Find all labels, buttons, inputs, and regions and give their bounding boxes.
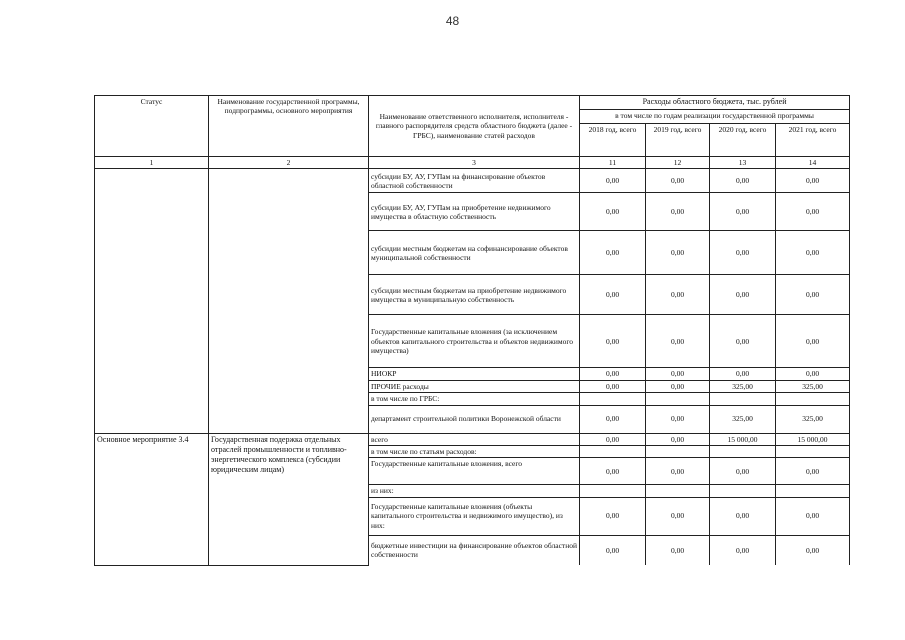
value-2019: 0,00 <box>646 169 710 193</box>
value-2019: 0,00 <box>646 405 710 433</box>
value-2021: 0,00 <box>776 315 850 368</box>
index-cell: 11 <box>580 157 646 169</box>
row-item: субсидии местным бюджетам на софинансирование объектов муниципальной собственности <box>369 231 580 275</box>
row-item: бюджетные инвестиции на финансирование объектов областной собственности <box>369 535 580 565</box>
value-2018 <box>580 485 646 497</box>
value-2018 <box>580 393 646 405</box>
value-2019: 0,00 <box>646 231 710 275</box>
value-2018: 0,00 <box>580 169 646 193</box>
row-item: в том числе по статьям расходов: <box>369 445 580 457</box>
header-year-2021: 2021 год, всего <box>776 124 850 157</box>
value-2021: 0,00 <box>776 231 850 275</box>
value-2019: 0,00 <box>646 535 710 565</box>
table-row <box>95 169 850 193</box>
row-item: субсидии БУ, АУ, ГУПам на приобретение недвижимого имущества в областную собственность <box>369 193 580 231</box>
table-row <box>95 433 850 445</box>
value-2018: 0,00 <box>580 458 646 485</box>
value-2020: 0,00 <box>710 275 776 315</box>
index-cell: 14 <box>776 157 850 169</box>
index-cell: 13 <box>710 157 776 169</box>
value-2018 <box>580 445 646 457</box>
value-2019: 0,00 <box>646 380 710 392</box>
header-by-years: в том числе по годам реализации государственной программы <box>580 110 850 124</box>
value-2020: 0,00 <box>710 458 776 485</box>
header-year-2019: 2019 год, всего <box>646 124 710 157</box>
value-2020: 325,00 <box>710 405 776 433</box>
index-cell: 2 <box>209 157 369 169</box>
value-2021 <box>776 445 850 457</box>
value-2020: 0,00 <box>710 193 776 231</box>
value-2020: 0,00 <box>710 315 776 368</box>
row-item: ПРОЧИЕ расходы <box>369 380 580 392</box>
value-2018: 0,00 <box>580 193 646 231</box>
value-2020: 325,00 <box>710 380 776 392</box>
value-2020: 15 000,00 <box>710 433 776 445</box>
value-2018: 0,00 <box>580 315 646 368</box>
row-item: департамент строительной политики Воронежской области <box>369 405 580 433</box>
value-2018: 0,00 <box>580 497 646 535</box>
header-program-name: Наименование государственной программы, подпрограммы, основного мероприятия <box>209 96 369 157</box>
header-executor: Наименование ответственного исполнителя, исполнителя - главного распорядителя средств областного бюджета (далее - ГРБС), наименование статей расходов <box>369 96 580 157</box>
header-expenses: Расходы областного бюджета, тыс. рублей <box>580 96 850 110</box>
value-2021: 0,00 <box>776 169 850 193</box>
value-2018: 0,00 <box>580 368 646 380</box>
header-year-2018: 2018 год, всего <box>580 124 646 157</box>
program-cell-empty <box>209 169 369 433</box>
value-2021 <box>776 485 850 497</box>
index-cell: 1 <box>95 157 209 169</box>
value-2018: 0,00 <box>580 433 646 445</box>
event-name: Государственная подержка отдельных отраслей промышленности и топливно-энергетического комплекса (субсидии юридическим лицам) <box>209 433 369 565</box>
value-2019: 0,00 <box>646 433 710 445</box>
value-2021: 0,00 <box>776 368 850 380</box>
value-2021: 0,00 <box>776 275 850 315</box>
row-item: НИОКР <box>369 368 580 380</box>
row-item: всего <box>369 433 580 445</box>
value-2020: 0,00 <box>710 497 776 535</box>
value-2019: 0,00 <box>646 458 710 485</box>
value-2019: 0,00 <box>646 315 710 368</box>
value-2018: 0,00 <box>580 380 646 392</box>
value-2018: 0,00 <box>580 231 646 275</box>
row-item: Государственные капитальные вложения (объекты капитального строительства и недвижимого имущество), из них: <box>369 497 580 535</box>
value-2021: 0,00 <box>776 193 850 231</box>
value-2019: 0,00 <box>646 368 710 380</box>
value-2021: 0,00 <box>776 535 850 565</box>
row-item: в том числе по ГРБС: <box>369 393 580 405</box>
value-2021: 325,00 <box>776 380 850 392</box>
header-year-2020: 2020 год, всего <box>710 124 776 157</box>
value-2020: 0,00 <box>710 231 776 275</box>
index-cell: 3 <box>369 157 580 169</box>
index-cell: 12 <box>646 157 710 169</box>
row-item: Государственные капитальные вложения (за исключением объектов капитального строительства и объектов недвижимого имущества) <box>369 315 580 368</box>
value-2018: 0,00 <box>580 275 646 315</box>
value-2021: 325,00 <box>776 405 850 433</box>
value-2019: 0,00 <box>646 275 710 315</box>
value-2019: 0,00 <box>646 193 710 231</box>
value-2020 <box>710 485 776 497</box>
row-item: Государственные капитальные вложения, всего <box>369 458 580 485</box>
row-item: субсидии местным бюджетам на приобретение недвижимого имущества в муниципальную собственность <box>369 275 580 315</box>
value-2021: 0,00 <box>776 497 850 535</box>
value-2019 <box>646 393 710 405</box>
row-item: субсидии БУ, АУ, ГУПам на финансирование объектов областной собственности <box>369 169 580 193</box>
value-2019 <box>646 485 710 497</box>
value-2021 <box>776 393 850 405</box>
event-status: Основное мероприятие 3.4 <box>95 433 209 565</box>
budget-table <box>94 95 850 566</box>
value-2020 <box>710 445 776 457</box>
value-2020 <box>710 393 776 405</box>
page-number: 48 <box>445 14 460 28</box>
value-2021: 15 000,00 <box>776 433 850 445</box>
value-2020: 0,00 <box>710 535 776 565</box>
row-item: из них: <box>369 485 580 497</box>
value-2019 <box>646 445 710 457</box>
value-2020: 0,00 <box>710 368 776 380</box>
value-2021: 0,00 <box>776 458 850 485</box>
status-cell-empty <box>95 169 209 433</box>
value-2020: 0,00 <box>710 169 776 193</box>
header-status: Статус <box>95 96 209 157</box>
value-2019: 0,00 <box>646 497 710 535</box>
value-2018: 0,00 <box>580 535 646 565</box>
value-2018: 0,00 <box>580 405 646 433</box>
